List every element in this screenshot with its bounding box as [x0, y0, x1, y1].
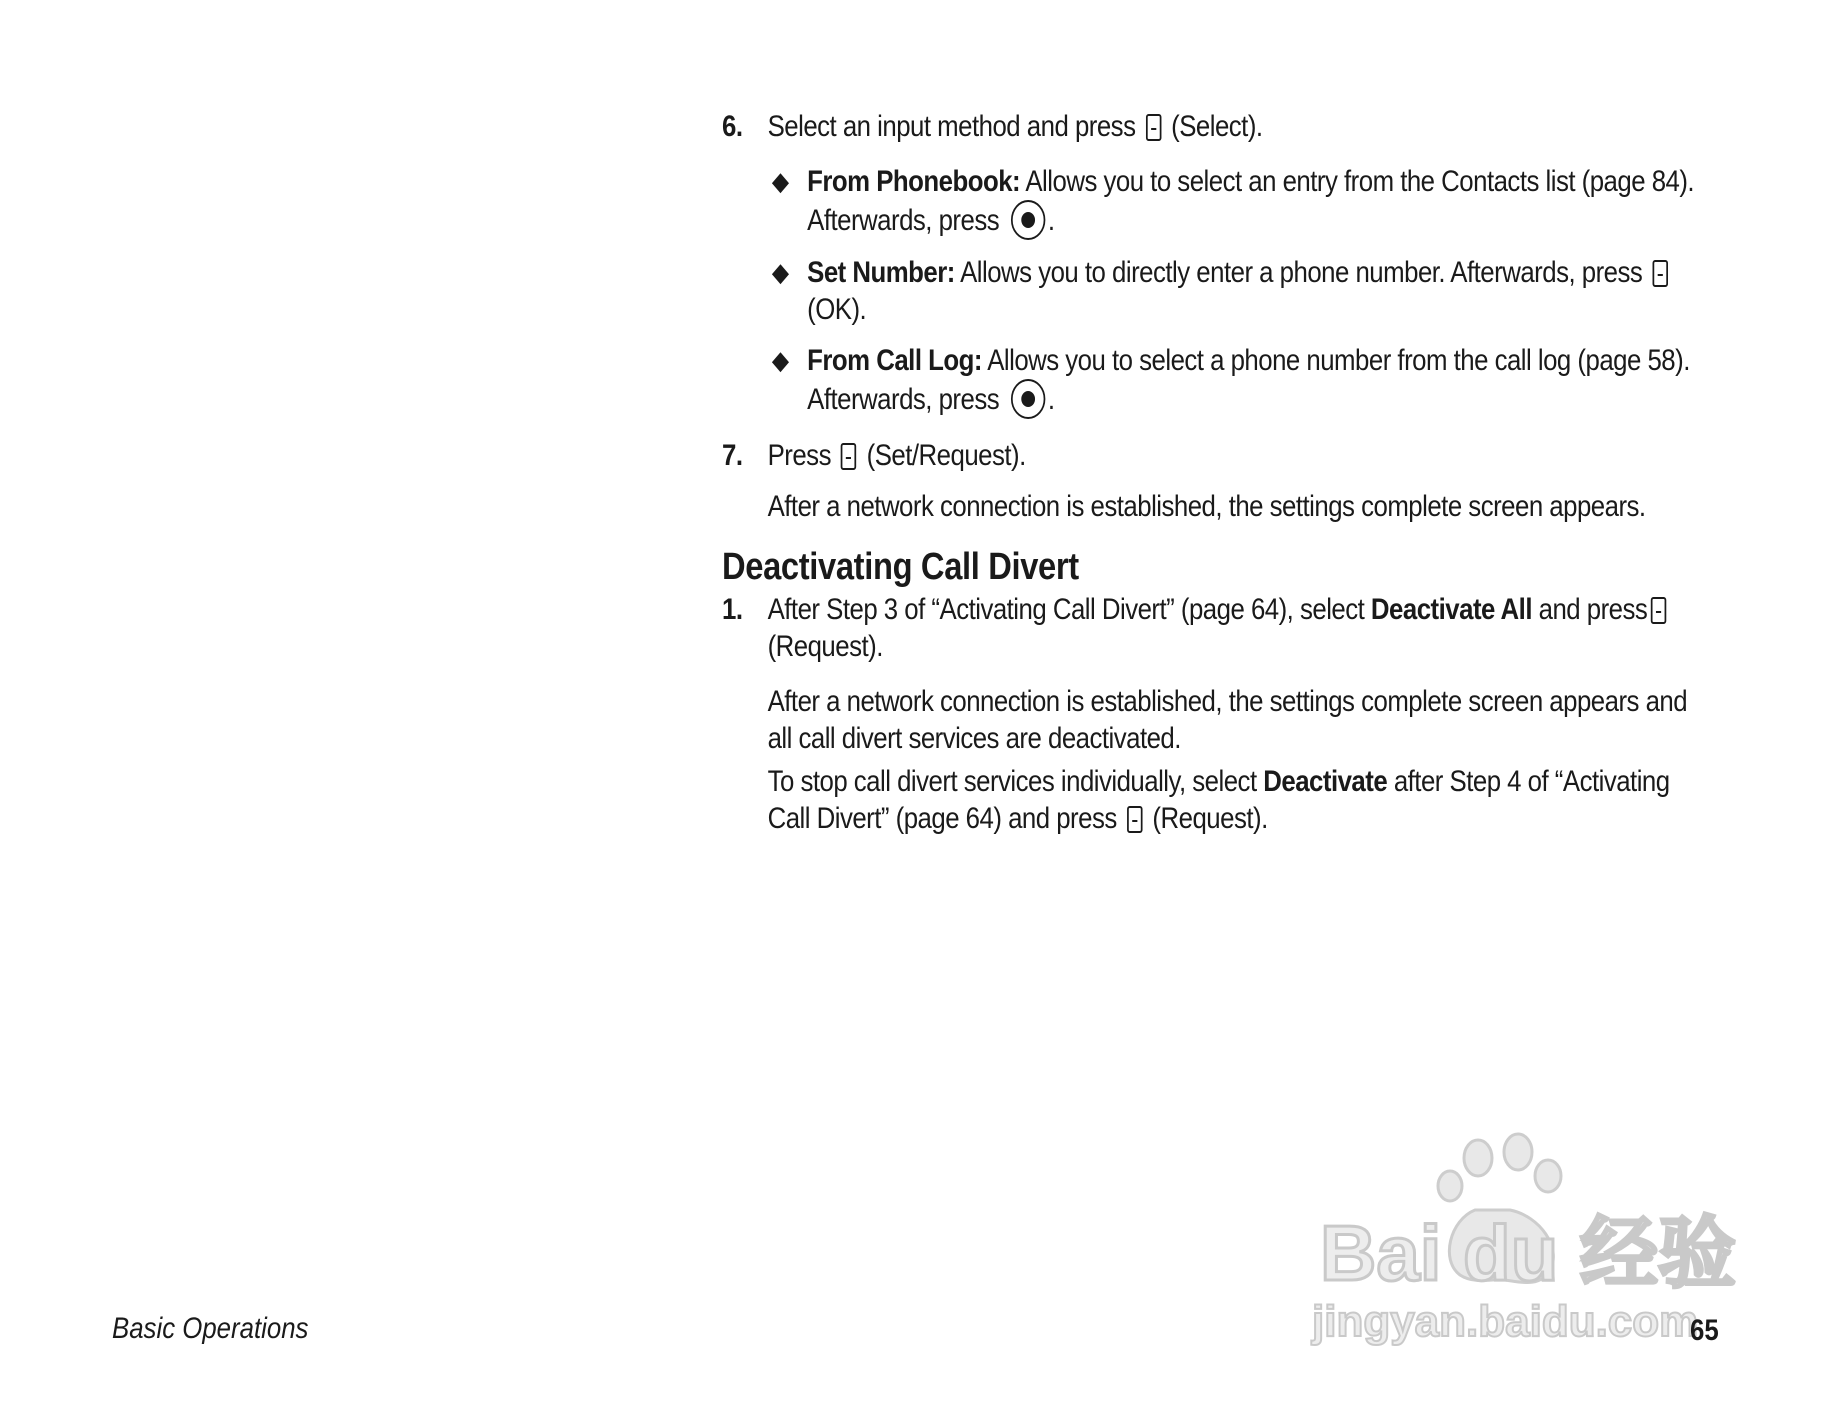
- baidu-watermark-logo: [1300, 1130, 1740, 1350]
- note-text-tail: after Step 4 of “Activating: [1387, 765, 1670, 798]
- diamond-bullet-icon: ◆: [771, 166, 789, 196]
- soft-key-icon: [1651, 597, 1666, 624]
- deactivate-note-1: [722, 683, 1742, 757]
- step-text-line2: (Request).: [767, 630, 883, 663]
- center-key-icon: [1011, 200, 1045, 240]
- center-key-icon: [1011, 379, 1045, 419]
- step-text: Select an input method and press: [767, 110, 1136, 143]
- section-heading: Deactivating Call Divert: [722, 546, 1079, 588]
- bullet-label: From Phonebook:: [807, 165, 1021, 198]
- note-bold-text: Deactivate: [1263, 765, 1388, 798]
- bullet-label: Set Number:: [807, 256, 955, 289]
- note-text-line2: Call Divert” (page 64) and press: [767, 802, 1117, 835]
- step-text-tail: (Select).: [1171, 110, 1263, 143]
- watermark-url-text: jingyan.baidu.com: [1312, 1297, 1699, 1346]
- page-content: [722, 108, 1742, 837]
- bullet-text-line2: Afterwards, press: [807, 204, 1000, 237]
- bullet-text-line2: Afterwards, press: [807, 383, 1000, 416]
- note-text: After a network connection is established, the settings complete screen appears.: [767, 490, 1646, 523]
- bullet-text-line2: (OK).: [807, 293, 867, 326]
- note-text: After a network connection is established, the settings complete screen appears and: [767, 685, 1688, 718]
- bullet-text: Allows you to select a phone number from the call log (page 58).: [987, 344, 1690, 377]
- watermark-brand-text: Bai du 经验: [1320, 1209, 1737, 1297]
- soft-key-icon: [841, 443, 856, 470]
- note-text: To stop call divert services individually, select: [767, 765, 1264, 798]
- soft-key-icon: [1652, 260, 1667, 287]
- bullet-text: Allows you to select an entry from the Contacts list (page 84).: [1025, 165, 1695, 198]
- bullet-text-period: .: [1047, 383, 1055, 416]
- bullet-set-number: [722, 254, 1742, 328]
- diamond-bullet-icon: ◆: [771, 345, 789, 375]
- page-number: 65: [1690, 1314, 1719, 1347]
- soft-key-icon: [1127, 806, 1142, 833]
- diamond-bullet-icon: ◆: [771, 257, 789, 287]
- bullet-from-call-log: [722, 342, 1742, 419]
- bullet-from-phonebook: [722, 163, 1742, 240]
- deactivate-note-2: [722, 763, 1742, 837]
- soft-key-icon: [1146, 114, 1161, 141]
- step-7-note: [722, 488, 1742, 525]
- step-text: After Step 3 of “Activating Call Divert” (page 64), select: [767, 593, 1371, 626]
- step-number: 6.: [722, 110, 743, 143]
- step-number: 1.: [722, 593, 743, 626]
- bullet-text: Allows you to directly enter a phone number. Afterwards, press: [960, 256, 1643, 289]
- step-text-tail: (Set/Request).: [866, 439, 1026, 472]
- step-text: Press: [767, 439, 831, 472]
- footer-section-name: Basic Operations: [112, 1312, 309, 1345]
- step-7: [722, 437, 1742, 474]
- deactivate-step-1: [722, 591, 1742, 665]
- step-6: [722, 108, 1742, 145]
- note-text-line2: all call divert services are deactivated.: [767, 722, 1181, 755]
- step-number: 7.: [722, 439, 743, 472]
- step-bold-text: Deactivate All: [1370, 593, 1532, 626]
- step-text-mid: and press: [1531, 593, 1648, 626]
- note-text-line2-tail: (Request).: [1152, 802, 1268, 835]
- bullet-label: From Call Log:: [807, 344, 982, 377]
- bullet-text-period: .: [1047, 204, 1055, 237]
